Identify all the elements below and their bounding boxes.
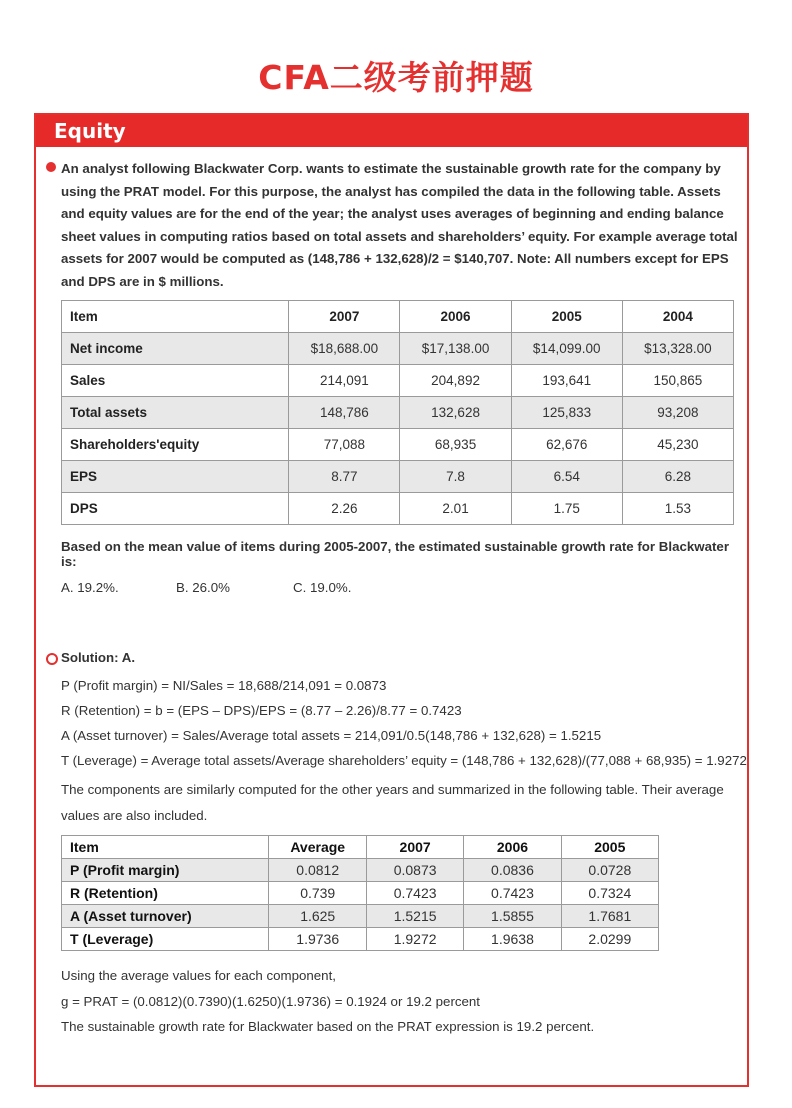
table-row	[62, 429, 734, 461]
table-cell: $13,328.00	[622, 333, 733, 365]
table-row	[62, 905, 659, 928]
table-cell: 68,935	[400, 429, 511, 461]
table-cell: 148,786	[289, 397, 400, 429]
table-cell: 132,628	[400, 397, 511, 429]
table-row-label: DPS	[62, 493, 289, 525]
question-text: An analyst following Blackwater Corp. wants to estimate the sustainable growth rate for the company by using the PRAT model. For this purpose, the analyst has compiled the data in the following table. Assets and equity values are for the end of the year; the analyst uses averages of beginning and ending balance sheet values in computing ratios based on total assets and shareholders’ equity. For example average total assets for 2007 would be computed as (148,786 + 132,628)/2 = $140,707. Note: All numbers except for EPS and DPS are in $ millions.	[61, 161, 738, 289]
table-cell: 0.7423	[464, 882, 561, 905]
table-cell: $17,138.00	[400, 333, 511, 365]
table-header-cell: 2006	[464, 836, 561, 859]
table-header-cell: 2004	[622, 301, 733, 333]
table-cell: 204,892	[400, 365, 511, 397]
table-cell: 1.7681	[561, 905, 658, 928]
option-b: B. 26.0%	[176, 580, 230, 595]
table-row-label: Net income	[62, 333, 289, 365]
table-cell: 62,676	[511, 429, 622, 461]
table-header-cell: Item	[62, 836, 269, 859]
table-header-row	[62, 836, 659, 859]
table-header-cell: 2005	[561, 836, 658, 859]
table-row-label: Shareholders'equity	[62, 429, 289, 461]
prat-components-table	[61, 835, 659, 951]
table-cell: 45,230	[622, 429, 733, 461]
solution-line: R (Retention) = b = (EPS – DPS)/EPS = (8.77 – 2.26)/8.77 = 0.7423	[61, 703, 462, 718]
table-cell: 1.5215	[366, 905, 463, 928]
table-header-cell: 2007	[289, 301, 400, 333]
table-row	[62, 928, 659, 951]
table-cell: 93,208	[622, 397, 733, 429]
table-cell: 7.8	[400, 461, 511, 493]
table-cell: 2.01	[400, 493, 511, 525]
table-cell: 1.625	[269, 905, 366, 928]
table-row	[62, 461, 734, 493]
question-prompt: Based on the mean value of items during 2005-2007, the estimated sustainable growth rate for Blackwater is:	[61, 539, 730, 569]
table-cell: 2.0299	[561, 928, 658, 951]
table-cell: 77,088	[289, 429, 400, 461]
table-cell: 0.7423	[366, 882, 463, 905]
table-cell: 1.9736	[269, 928, 366, 951]
table-row	[62, 882, 659, 905]
table-cell: 214,091	[289, 365, 400, 397]
solution-heading: Solution: A.	[61, 650, 136, 665]
table-row-label: A (Asset turnover)	[62, 905, 269, 928]
section-title: Equity	[54, 119, 126, 143]
table-header-cell: Average	[269, 836, 366, 859]
table-cell: $14,099.00	[511, 333, 622, 365]
solution-bullet-icon	[46, 653, 58, 665]
table-row	[62, 493, 734, 525]
table-cell: 150,865	[622, 365, 733, 397]
table-cell: 6.54	[511, 461, 622, 493]
solution-paragraph: The components are similarly computed for the other years and summarized in the following table. Their average values are also included.	[61, 782, 724, 823]
table-cell: 6.28	[622, 461, 733, 493]
question-frame	[34, 113, 749, 1087]
table-row-label: R (Retention)	[62, 882, 269, 905]
table-cell: 1.9638	[464, 928, 561, 951]
table-cell: $18,688.00	[289, 333, 400, 365]
table-header-cell: 2007	[366, 836, 463, 859]
table-row	[62, 859, 659, 882]
solution-closing-line: g = PRAT = (0.0812)(0.7390)(1.6250)(1.9736) = 0.1924 or 19.2 percent	[61, 994, 481, 1009]
solution-line: P (Profit margin) = NI/Sales = 18,688/214,091 = 0.0873	[61, 678, 387, 693]
table-row-label: T (Leverage)	[62, 928, 269, 951]
table-cell: 0.0873	[366, 859, 463, 882]
table-header-cell: Item	[62, 301, 289, 333]
solution-line: A (Asset turnover) = Sales/Average total assets = 214,091/0.5(148,786 + 132,628) = 1.5215	[61, 728, 602, 743]
table-cell: 0.0728	[561, 859, 658, 882]
table-cell: 193,641	[511, 365, 622, 397]
solution-closing-line: Using the average values for each component,	[61, 968, 336, 983]
table-row-label: EPS	[62, 461, 289, 493]
table-row-label: P (Profit margin)	[62, 859, 269, 882]
option-c: C. 19.0%.	[293, 580, 352, 595]
table-row	[62, 333, 734, 365]
table-row-label: Sales	[62, 365, 289, 397]
table-header-cell: 2005	[511, 301, 622, 333]
table-row	[62, 365, 734, 397]
table-cell: 0.0812	[269, 859, 366, 882]
table-header-row	[62, 301, 734, 333]
table-cell: 1.53	[622, 493, 733, 525]
table-cell: 0.739	[269, 882, 366, 905]
table-cell: 125,833	[511, 397, 622, 429]
section-header-bar	[36, 115, 747, 147]
table-cell: 8.77	[289, 461, 400, 493]
table-cell: 1.9272	[366, 928, 463, 951]
table-cell: 2.26	[289, 493, 400, 525]
solution-closing-line: The sustainable growth rate for Blackwater based on the PRAT expression is 19.2 percent.	[61, 1019, 595, 1034]
financial-data-table	[61, 300, 734, 525]
question-bullet-icon	[46, 162, 56, 172]
table-row-label: Total assets	[62, 397, 289, 429]
table-cell: 1.5855	[464, 905, 561, 928]
table-cell: 0.0836	[464, 859, 561, 882]
option-a: A. 19.2%.	[61, 580, 119, 595]
page-title: CFA二级考前押题	[258, 58, 534, 97]
table-cell: 0.7324	[561, 882, 658, 905]
solution-line: T (Leverage) = Average total assets/Average shareholders’ equity = (148,786 + 132,628)/(77,088 + 68,935) = 1.9272	[61, 753, 747, 768]
table-header-cell: 2006	[400, 301, 511, 333]
table-cell: 1.75	[511, 493, 622, 525]
table-row	[62, 397, 734, 429]
